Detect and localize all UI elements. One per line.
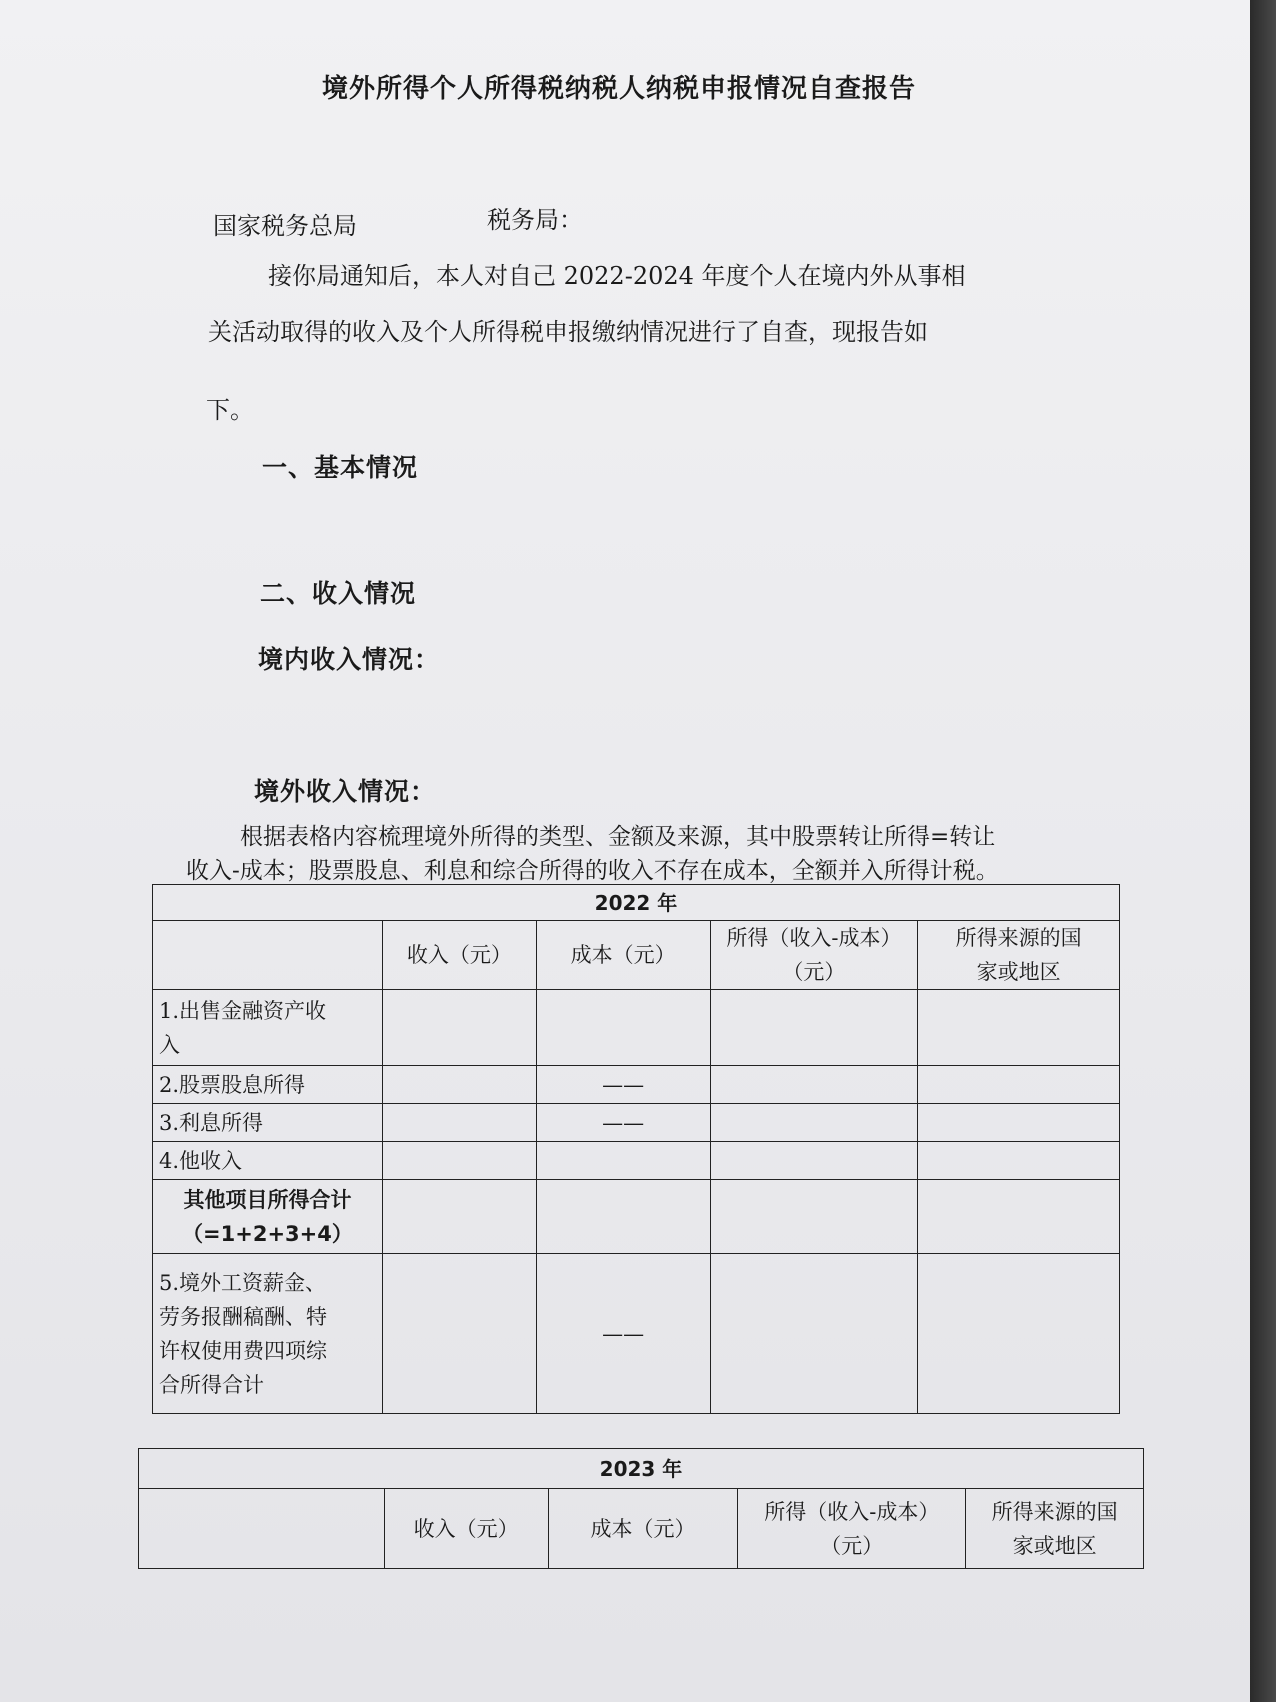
table-cell — [536, 1142, 710, 1180]
table-2022-header-row — [153, 921, 1120, 990]
header-source-line-2: 家或地区 — [976, 960, 1061, 984]
intro-line-2: 关活动取得的收入及个人所得税申报缴纳情况进行了自查，现报告如 — [208, 318, 928, 346]
header-gain-line-2: （元） — [820, 1533, 884, 1558]
table-cell — [710, 1254, 918, 1414]
table-row — [153, 1254, 1120, 1414]
domestic-income-heading: 境内收入情况： — [258, 645, 441, 674]
table-cell — [918, 1142, 1120, 1180]
header-cost: 成本（元） — [548, 1489, 738, 1569]
section-basic-info: 一、基本情况 — [262, 453, 419, 482]
table-cell — [382, 990, 536, 1066]
table-row — [153, 990, 1120, 1066]
salutation-left: 国家税务总局 — [213, 212, 357, 240]
table-row — [153, 1180, 1120, 1254]
table-2023 — [138, 1448, 1144, 1569]
header-empty-cell — [139, 1489, 385, 1569]
table-2022 — [152, 884, 1120, 1414]
note-line-1: 根据表格内容梳理境外所得的类型、金额及来源，其中股票转让所得=转让 — [240, 824, 996, 850]
row-label-line: 劳务报酬稿酬、特 — [159, 1304, 327, 1329]
header-gain — [738, 1489, 966, 1569]
header-gain-line-1: 所得（收入-成本） — [764, 1499, 940, 1524]
row-label-line: 许权使用费四项综 — [159, 1338, 327, 1363]
header-income: 收入（元） — [382, 921, 536, 990]
row-label-line: 1.出售金融资产收 — [159, 998, 327, 1023]
row-label-other-income: 4.他收入 — [153, 1142, 383, 1180]
note-line-2: 收入-成本；股票股息、利息和综合所得的收入不存在成本，全额并入所得计税。 — [186, 858, 999, 884]
table-cell — [710, 1104, 918, 1142]
header-gain-line-1: 所得（收入-成本） — [726, 926, 902, 950]
header-income: 收入（元） — [384, 1489, 548, 1569]
table-cell — [536, 990, 710, 1066]
header-cost: 成本（元） — [536, 921, 710, 990]
table-2023-header-row — [139, 1489, 1144, 1569]
table-cell — [710, 1180, 918, 1254]
row-label-line: 入 — [159, 1032, 180, 1057]
row-label-dividends: 2.股票股息所得 — [153, 1066, 383, 1104]
dash-cell: —— — [536, 1066, 710, 1104]
table-row — [153, 1104, 1120, 1142]
header-empty-cell — [153, 921, 383, 990]
table-cell — [382, 1104, 536, 1142]
row-label-interest: 3.利息所得 — [153, 1104, 383, 1142]
intro-line-3: 下。 — [206, 396, 254, 424]
header-source-line-1: 所得来源的国 — [955, 926, 1082, 950]
table-cell — [710, 1142, 918, 1180]
row-label-line: 其他项目所得合计 — [183, 1187, 352, 1212]
row-label-line: 合所得合计 — [159, 1372, 264, 1397]
desk-background — [1250, 0, 1276, 1702]
intro-line-1: 接你局通知后，本人对自己 2022-2024 年度个人在境内外从事相 — [268, 262, 966, 290]
table-cell — [918, 1180, 1120, 1254]
row-label-line: 5.境外工资薪金、 — [159, 1270, 327, 1295]
row-label-comprehensive-income — [153, 1254, 383, 1414]
table-row — [153, 1142, 1120, 1180]
table-cell — [382, 1254, 536, 1414]
table-cell — [918, 1254, 1120, 1414]
table-cell — [710, 990, 918, 1066]
header-source-line-1: 所得来源的国 — [991, 1499, 1118, 1524]
foreign-income-heading: 境外收入情况： — [254, 777, 437, 806]
table-2023-year: 2023 年 — [139, 1449, 1144, 1489]
table-2022-year: 2022 年 — [153, 885, 1120, 921]
row-label-line: （=1+2+3+4） — [182, 1221, 353, 1246]
table-cell — [710, 1066, 918, 1104]
header-source — [966, 1489, 1144, 1569]
dash-cell: —— — [536, 1104, 710, 1142]
row-label-financial-assets — [153, 990, 383, 1066]
section-income: 二、收入情况 — [260, 579, 417, 608]
table-row — [153, 1066, 1120, 1104]
row-label-subtotal — [153, 1180, 383, 1254]
dash-cell: —— — [536, 1254, 710, 1414]
header-source — [918, 921, 1120, 990]
table-cell — [382, 1066, 536, 1104]
table-cell — [918, 1066, 1120, 1104]
document-title: 境外所得个人所得税纳税人纳税申报情况自查报告 — [322, 74, 917, 104]
salutation-right: 税务局： — [487, 206, 583, 234]
table-cell — [382, 1142, 536, 1180]
table-cell — [918, 1104, 1120, 1142]
header-gain — [710, 921, 918, 990]
header-gain-line-2: （元） — [782, 960, 846, 984]
table-cell — [382, 1180, 536, 1254]
header-source-line-2: 家或地区 — [1012, 1533, 1097, 1558]
table-cell — [918, 990, 1120, 1066]
table-cell — [536, 1180, 710, 1254]
